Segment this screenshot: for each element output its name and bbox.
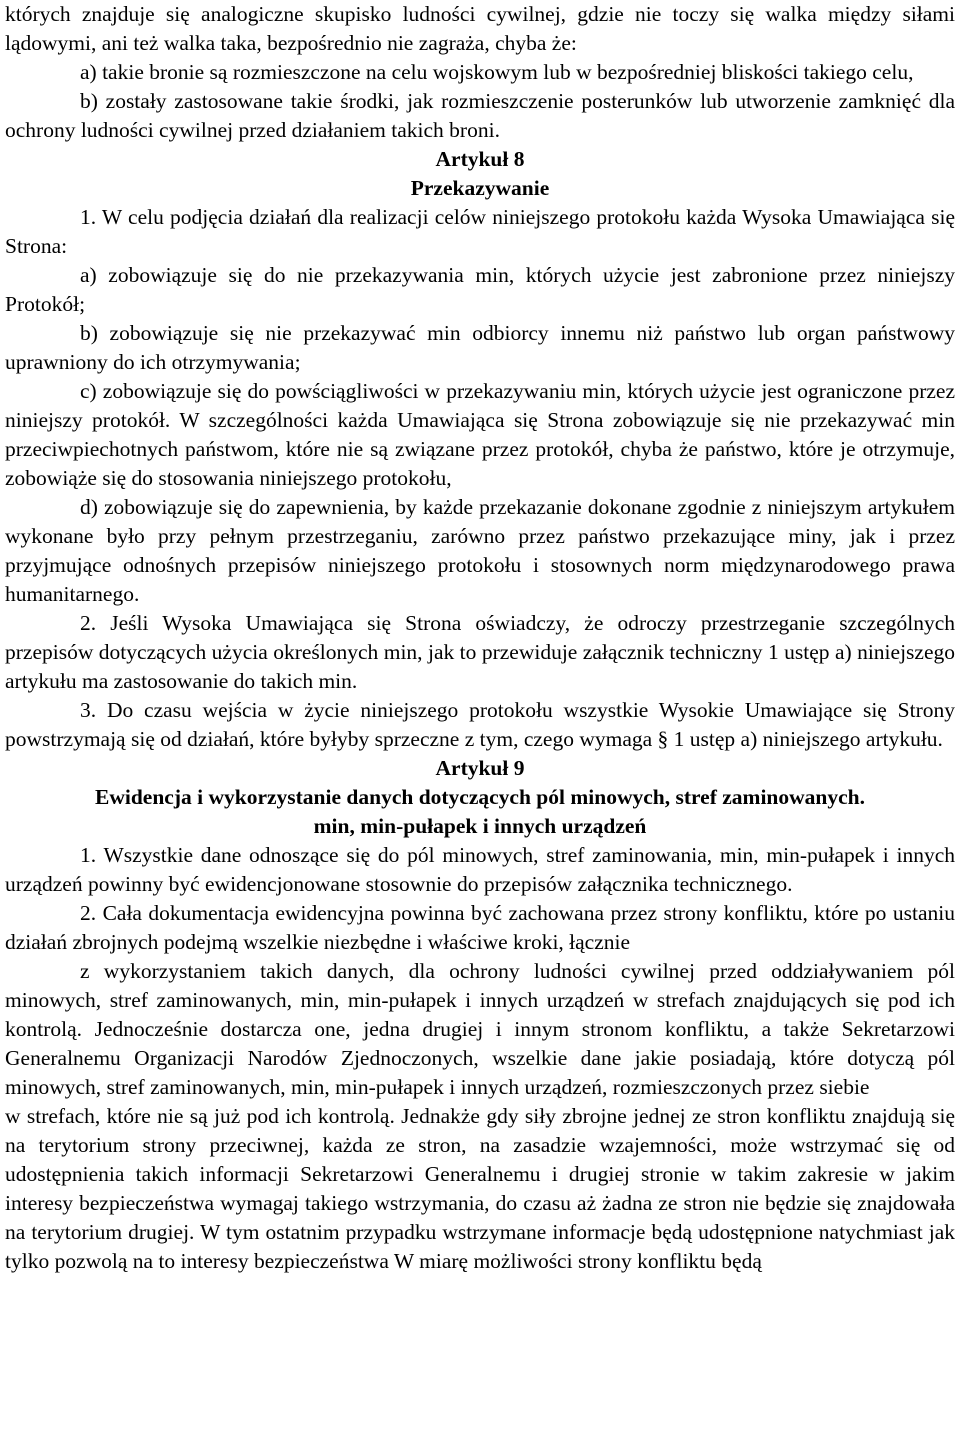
document-page	[5, 0, 955, 1276]
article-9-heading: Artykuł 9	[435, 756, 525, 780]
article-8-heading: Artykuł 8	[435, 147, 525, 171]
paragraph: 2. Jeśli Wysoka Umawiająca się Strona oświadczy, że odroczy przestrzeganie szczególnych przepisów dotyczących użycia określonych min, jak to przewiduje załącznik techniczny 1 ustęp a) niniejszego artykułu ma zastosowanie do takich min.	[5, 611, 955, 693]
list-item-d: d) zobowiązuje się do zapewnienia, by każde przekazanie dokonane zgodnie z niniejszym artykułem wykonane było przy pełnym przestrzeganiu, zarówno przez państwo przekazujące miny, jak i przez przyjmujące odnośnych przepisów niniejszego protokołu i stosownych norm międzynarodowego prawa humanitarnego.	[5, 495, 955, 606]
paragraph: 1. W celu podjęcia działań dla realizacji celów niniejszego protokołu każda Wysoka Umawiająca się Strona:	[5, 205, 955, 258]
article-9-title-line-2: min, min-pułapek i innych urządzeń	[313, 814, 647, 838]
list-item-c: c) zobowiązuje się do powściągliwości w przekazywaniu min, których użycie jest ograniczone przez niniejszy protokół. W szczególności każda Umawiająca się Strona zobowiązuje się nie przekazywać min przeciwpiechotnych państwom, które nie są związane przez protokół, chyba że państwo, które je otrzymuje, zobowiąże się do stosowania niniejszego protokołu,	[5, 379, 955, 490]
article-8-title: Przekazywanie	[410, 176, 550, 200]
paragraph: w strefach, które nie są już pod ich kontrolą. Jednakże gdy siły zbrojne jednej ze stron konfliktu znajdują się na terytorium strony przeciwnej, każda ze stron, na zasadzie wzajemności, może wstrzymać się od udostępnienia takich informacji Sekretarzowi Generalnemu i drugiej stronie w takim zakresie w jakim interesy bezpieczeństwa wymagaj takiego wstrzymania, do czasu aż żadna ze stron nie będzie się znajdowała na terytorium drugiej. W tym ostatnim przypadku wstrzymane informacje będą udostępnione natychmiast jak tylko pozwolą na to interesy bezpieczeństwa W miarę możliwości strony konfliktu będą	[5, 1104, 955, 1273]
paragraph: z wykorzystaniem takich danych, dla ochrony ludności cywilnej przed oddziaływaniem pól minowych, stref zaminowanych, min, min-pułapek i innych urządzeń w strefach znajdujących się pod ich kontrolą. Jednocześnie dostarcza one, jedna drugiej i innym stronom konfliktu, a także Sekretarzowi Generalnemu Organizacji Narodów Zjednoczonych, wszelkie dane jakie posiadają, które dotyczą pól minowych, stref zaminowanych, min, min-pułapek i innych urządzeń, rozmieszczonych przez siebie	[5, 959, 955, 1099]
list-item-b: b) zobowiązuje się nie przekazywać min odbiorcy innemu niż państwo lub organ państwowy uprawniony do ich otrzymywania;	[5, 321, 955, 374]
paragraph: których znajduje się analogiczne skupisko ludności cywilnej, gdzie nie toczy się walka między siłami lądowymi, ani też walka taka, bezpośrednio nie zagraża, chyba że:	[5, 2, 955, 55]
article-9-title-line-1: Ewidencja i wykorzystanie danych dotyczących pól minowych, stref zaminowanych.	[94, 785, 865, 809]
list-item-a: a) zobowiązuje się do nie przekazywania min, których użycie jest zabronione przez niniejszy Protokół;	[5, 263, 955, 316]
list-item-b: b) zostały zastosowane takie środki, jak rozmieszczenie posterunków lub utworzenie zamknięć dla ochrony ludności cywilnej przed działaniem takich broni.	[5, 89, 955, 142]
paragraph: 2. Cała dokumentacja ewidencyjna powinna być zachowana przez strony konfliktu, które po ustaniu działań zbrojnych podejmą wszelkie niezbędne i właściwe kroki, łącznie	[5, 901, 955, 954]
paragraph: 1. Wszystkie dane odnoszące się do pól minowych, stref zaminowania, min, min-pułapek i innych urządzeń powinny być ewidencjonowane stosownie do przepisów załącznika technicznego.	[5, 843, 955, 896]
list-item-a: a) takie bronie są rozmieszczone na celu wojskowym lub w bezpośredniej bliskości takiego celu,	[80, 60, 914, 84]
paragraph: 3. Do czasu wejścia w życie niniejszego protokołu wszystkie Wysokie Umawiające się Strony powstrzymają się od działań, które byłyby sprzeczne z tym, czego wymaga § 1 ustęp a) niniejszego artykułu.	[5, 698, 955, 751]
